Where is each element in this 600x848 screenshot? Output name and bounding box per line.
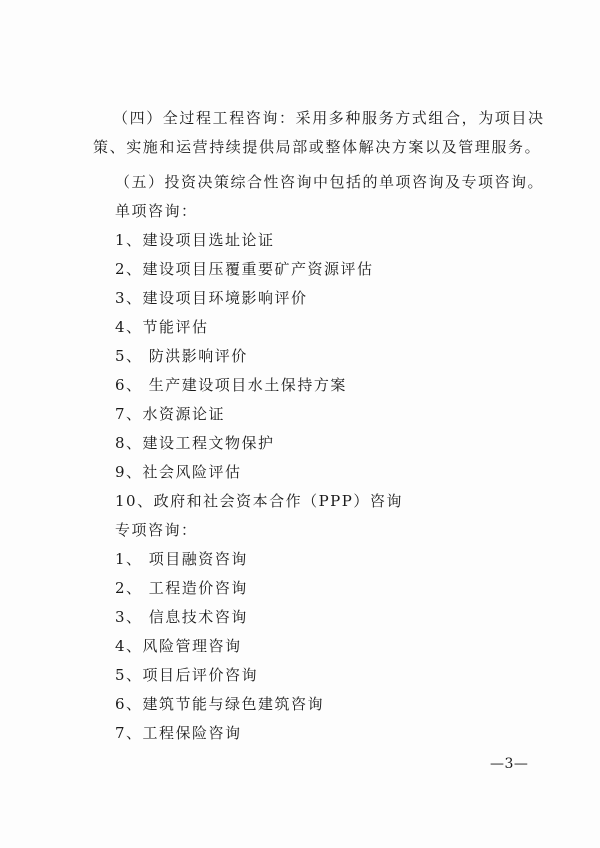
list-item: 2、 工程造价咨询 (115, 579, 248, 597)
list-item: 8、建设工程文物保护 (115, 434, 275, 452)
list-item: 3、 信息技术咨询 (115, 608, 248, 626)
paragraph-line: 策、实施和运营持续提供局部或整体解决方案以及管理服务。 (93, 138, 542, 156)
paragraph-investment-decision: （五）投资决策综合性咨询中包括的单项咨询及专项咨询。 (115, 173, 545, 191)
page-number: —3— (490, 756, 529, 772)
list-item: 4、节能评估 (115, 318, 209, 336)
list-item: 10、政府和社会资本合作（PPP）咨询 (115, 492, 403, 510)
paragraph-line: （四）全过程工程咨询：采用多种服务方式组合，为项目决 (113, 109, 545, 127)
list-item: 7、工程保险咨询 (115, 724, 242, 742)
list-item: 4、风险管理咨询 (115, 637, 242, 655)
special-consulting-heading: 专项咨询： (115, 521, 198, 539)
single-consulting-heading: 单项咨询： (115, 202, 198, 220)
paragraph-full-process-consulting (93, 104, 545, 162)
list-item: 5、 防洪影响评价 (115, 347, 248, 365)
list-item: 6、建筑节能与绿色建筑咨询 (115, 695, 325, 713)
list-item: 9、社会风险评估 (115, 463, 242, 481)
list-item: 6、 生产建设项目水土保持方案 (115, 376, 347, 394)
list-item: 3、建设项目环境影响评价 (115, 289, 308, 307)
list-item: 1、建设项目选址论证 (115, 231, 275, 249)
list-item: 7、水资源论证 (115, 405, 226, 423)
list-item: 1、 项目融资咨询 (115, 550, 248, 568)
list-item: 2、建设项目压覆重要矿产资源评估 (115, 260, 374, 278)
list-item: 5、项目后评价咨询 (115, 666, 259, 684)
